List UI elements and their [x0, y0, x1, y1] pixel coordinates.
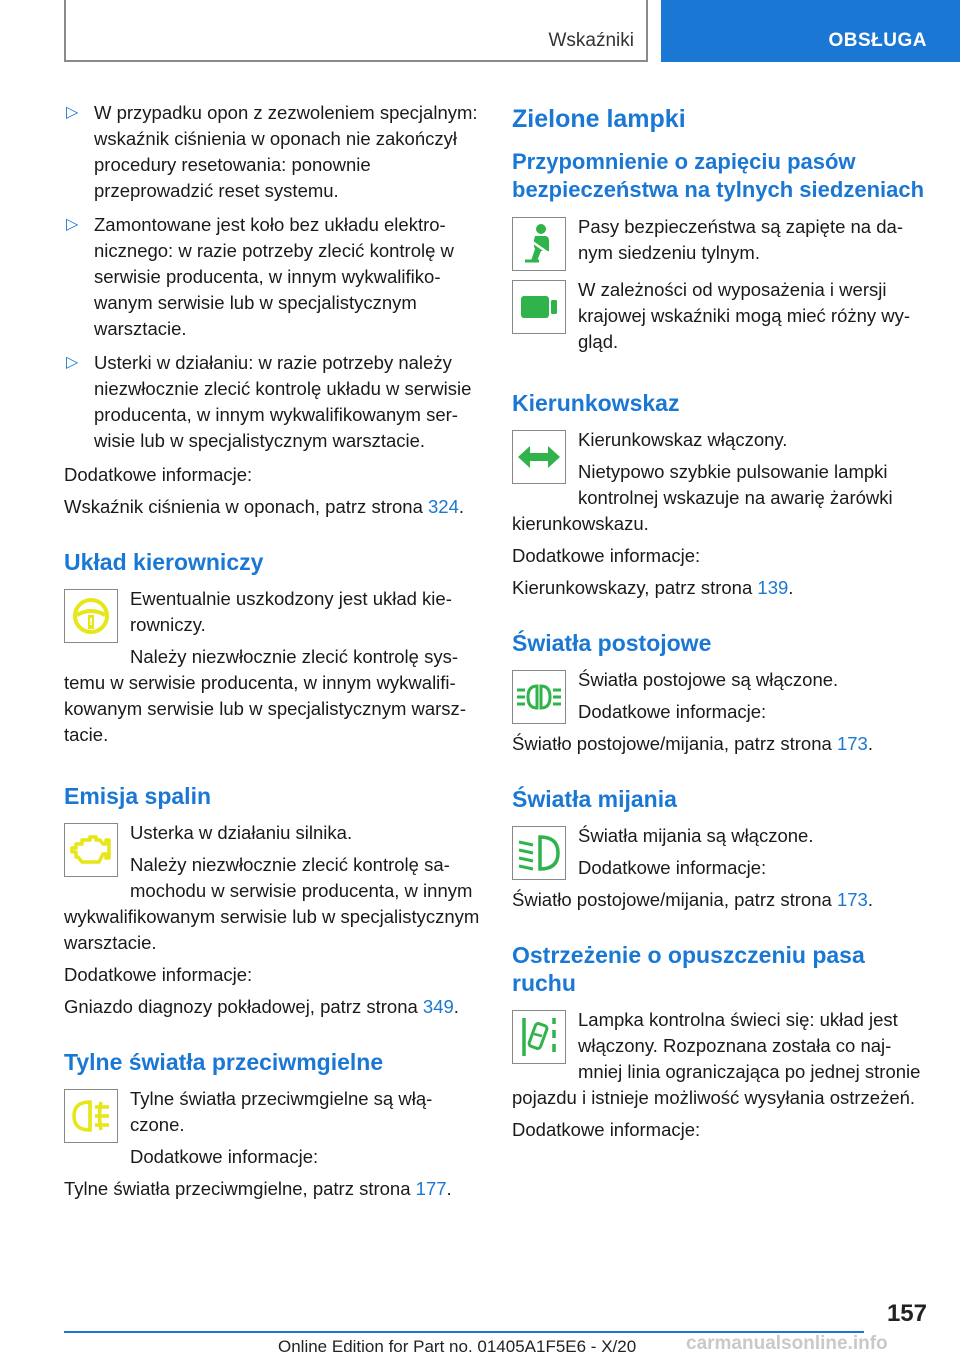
- page-link[interactable]: 173: [836, 889, 868, 910]
- rear-fog-light-icon: [64, 1089, 118, 1143]
- more-info-label: Dodatkowe informacje:: [578, 857, 767, 878]
- section-heading-steering: Układ kierowniczy: [64, 549, 264, 575]
- turn-reference: Kierunkowskazy, patrz strona 139.: [512, 577, 794, 598]
- watermark: carmanualsonline.info: [686, 1333, 888, 1354]
- bullet-text: Zamontowane jest koło bez układu elektronicznego: w razie potrzeby zlecić kontrolę w serwisie producenta, w innym wykwalifikowanym serwisie lub w specjalistycznym warsztacie.: [94, 214, 454, 339]
- low-beam-icon: [512, 826, 566, 880]
- list-item: [64, 100, 480, 204]
- low-beam-text-1: Światła mijania są włączone.: [578, 825, 814, 846]
- rear-fog-text-1: Tylne światła przeciwmgielne są włączone.: [130, 1088, 433, 1135]
- list-item: [64, 212, 480, 342]
- page-link[interactable]: 349: [422, 996, 454, 1017]
- bullet-text: Usterki w działaniu: w razie potrzeby należy niezwłocznie zlecić kontrolę układu w serwisie producenta, w innym wykwalifikowanym serwisie lub w specjalistycznym warsztacie.: [94, 352, 472, 451]
- more-info-label: Dodatkowe informacje:: [64, 464, 253, 485]
- left-column: [64, 100, 480, 1208]
- turn-signal-icon: [512, 430, 566, 484]
- header-chapter-label: OBSŁUGA: [828, 30, 927, 51]
- steering-text-2: Należy niezwłocznie zlecić kontrolę systemu w serwisie producenta, w innym wykwalifikowanym serwisie lub w specjalistycznym warsztacie.: [64, 646, 466, 745]
- bullet-text: W przypadku opon z zezwoleniem specjalnym: wskaźnik ciśnienia w oponach nie zakończył procedury resetowania: ponownie przeprowadzić reset systemu.: [94, 102, 478, 201]
- seatbelt-reminder-icon: [512, 217, 566, 271]
- right-column: [512, 100, 928, 1149]
- edition-footer: Online Edition for Part no. 01405A1F5E6 - X/20: [278, 1337, 637, 1356]
- rear-fog-reference: Tylne światła przeciwmgielne, patrz strona 177.: [64, 1178, 452, 1199]
- section-heading-emission: Emisja spalin: [64, 783, 212, 809]
- svg-text:!: !: [88, 617, 94, 628]
- ref-text: Tylne światła przeciwmgielne, patrz strona: [64, 1178, 416, 1199]
- more-info-label: Dodatkowe informacje:: [512, 545, 701, 566]
- emission-text-2: Należy niezwłocznie zlecić kontrolę samochodu w serwisie producenta, w innym wykwalifikowanym serwisie lub w specjalistycznym warsztacie.: [64, 854, 480, 953]
- header-chapter-tab: [661, 0, 960, 62]
- emission-text-1: Usterka w działaniu silnika.: [130, 822, 353, 843]
- seatbelt-text-1: Pasy bezpieczeństwa są zapięte na danym siedzeniu tylnym.: [578, 216, 903, 263]
- triangle-bullet-icon: ▷: [66, 216, 79, 233]
- page-link[interactable]: 177: [415, 1178, 447, 1199]
- turn-text-1: Kierunkowskaz włączony.: [578, 429, 788, 450]
- section-heading-rear-fog: Tylne światła przeciwmgielne: [64, 1049, 384, 1075]
- steering-warning-icon: [64, 589, 118, 643]
- page-link[interactable]: 139: [757, 577, 789, 598]
- seat-indicator-icon: [512, 280, 566, 334]
- lane-text-1: Lampka kontrolna świeci się: układ jest włączony. Rozpoznana została co najmniej linia ograniczająca po jednej stronie pojazdu i istnieje możliwość wysyłania ostrzeżeń.: [512, 1009, 921, 1108]
- more-info-label: Dodatkowe informacje:: [64, 964, 253, 985]
- ref-text: Wskaźnik ciśnienia w oponach, patrz strona: [64, 496, 429, 517]
- section-heading-green-lamps: Zielone lampki: [512, 105, 686, 133]
- ref-text: Kierunkowskazy, patrz strona: [512, 577, 758, 598]
- ref-text: Światło postojowe/mijania, patrz strona: [512, 733, 837, 754]
- lane-departure-icon: [512, 1010, 566, 1064]
- header-section-box: [64, 0, 648, 62]
- page-link[interactable]: 173: [836, 733, 868, 754]
- list-item: [64, 350, 480, 454]
- page-number: 157: [886, 1300, 927, 1327]
- parking-reference: Światło postojowe/mijania, patrz strona 173.: [512, 733, 873, 754]
- section-heading-turn-signal: Kierunkowskaz: [512, 390, 680, 416]
- section-heading-low-beam: Światła mijania: [512, 786, 677, 812]
- section-heading-lane-departure: Ostrzeżenie o opuszczeniu pasa ruchu: [512, 942, 865, 996]
- section-heading-seatbelt: Przypomnienie o zapięciu pasów bezpieczeństwa na tylnych siedzeniach: [512, 149, 925, 202]
- more-info-label: Dodatkowe informacje:: [578, 701, 767, 722]
- header-section-title: Wskaźniki: [548, 30, 634, 51]
- engine-warning-icon: [64, 823, 118, 877]
- seatbelt-text-2: W zależności od wyposażenia i wersji krajowej wskaźniki mogą mieć różny wygląd.: [578, 279, 911, 352]
- parking-lights-icon: [512, 670, 566, 724]
- more-info-label: Dodatkowe informacje:: [130, 1146, 319, 1167]
- parking-text-1: Światła postojowe są włączone.: [578, 669, 839, 690]
- more-info-label: Dodatkowe informacje:: [512, 1119, 701, 1140]
- ref-text: Gniazdo diagnozy pokładowej, patrz strona: [64, 996, 423, 1017]
- tpms-reference: Wskaźnik ciśnienia w oponach, patrz strona 324.: [64, 496, 465, 517]
- low-beam-reference: Światło postojowe/mijania, patrz strona 173.: [512, 889, 873, 910]
- steering-text-1: Ewentualnie uszkodzony jest układ kierowniczy.: [130, 588, 452, 635]
- emission-reference: Gniazdo diagnozy pokładowej, patrz strona 349.: [64, 996, 459, 1017]
- triangle-bullet-icon: ▷: [66, 104, 79, 121]
- page-link[interactable]: 324: [428, 496, 459, 517]
- turn-text-2: Nietypowo szybkie pulsowanie lampki kontrolnej wskazuje na awarię żarówki kierunkowskazu.: [512, 461, 893, 534]
- triangle-bullet-icon: ▷: [66, 354, 79, 371]
- ref-text: Światło postojowe/mijania, patrz strona: [512, 889, 837, 910]
- section-heading-parking-lights: Światła postojowe: [512, 630, 712, 656]
